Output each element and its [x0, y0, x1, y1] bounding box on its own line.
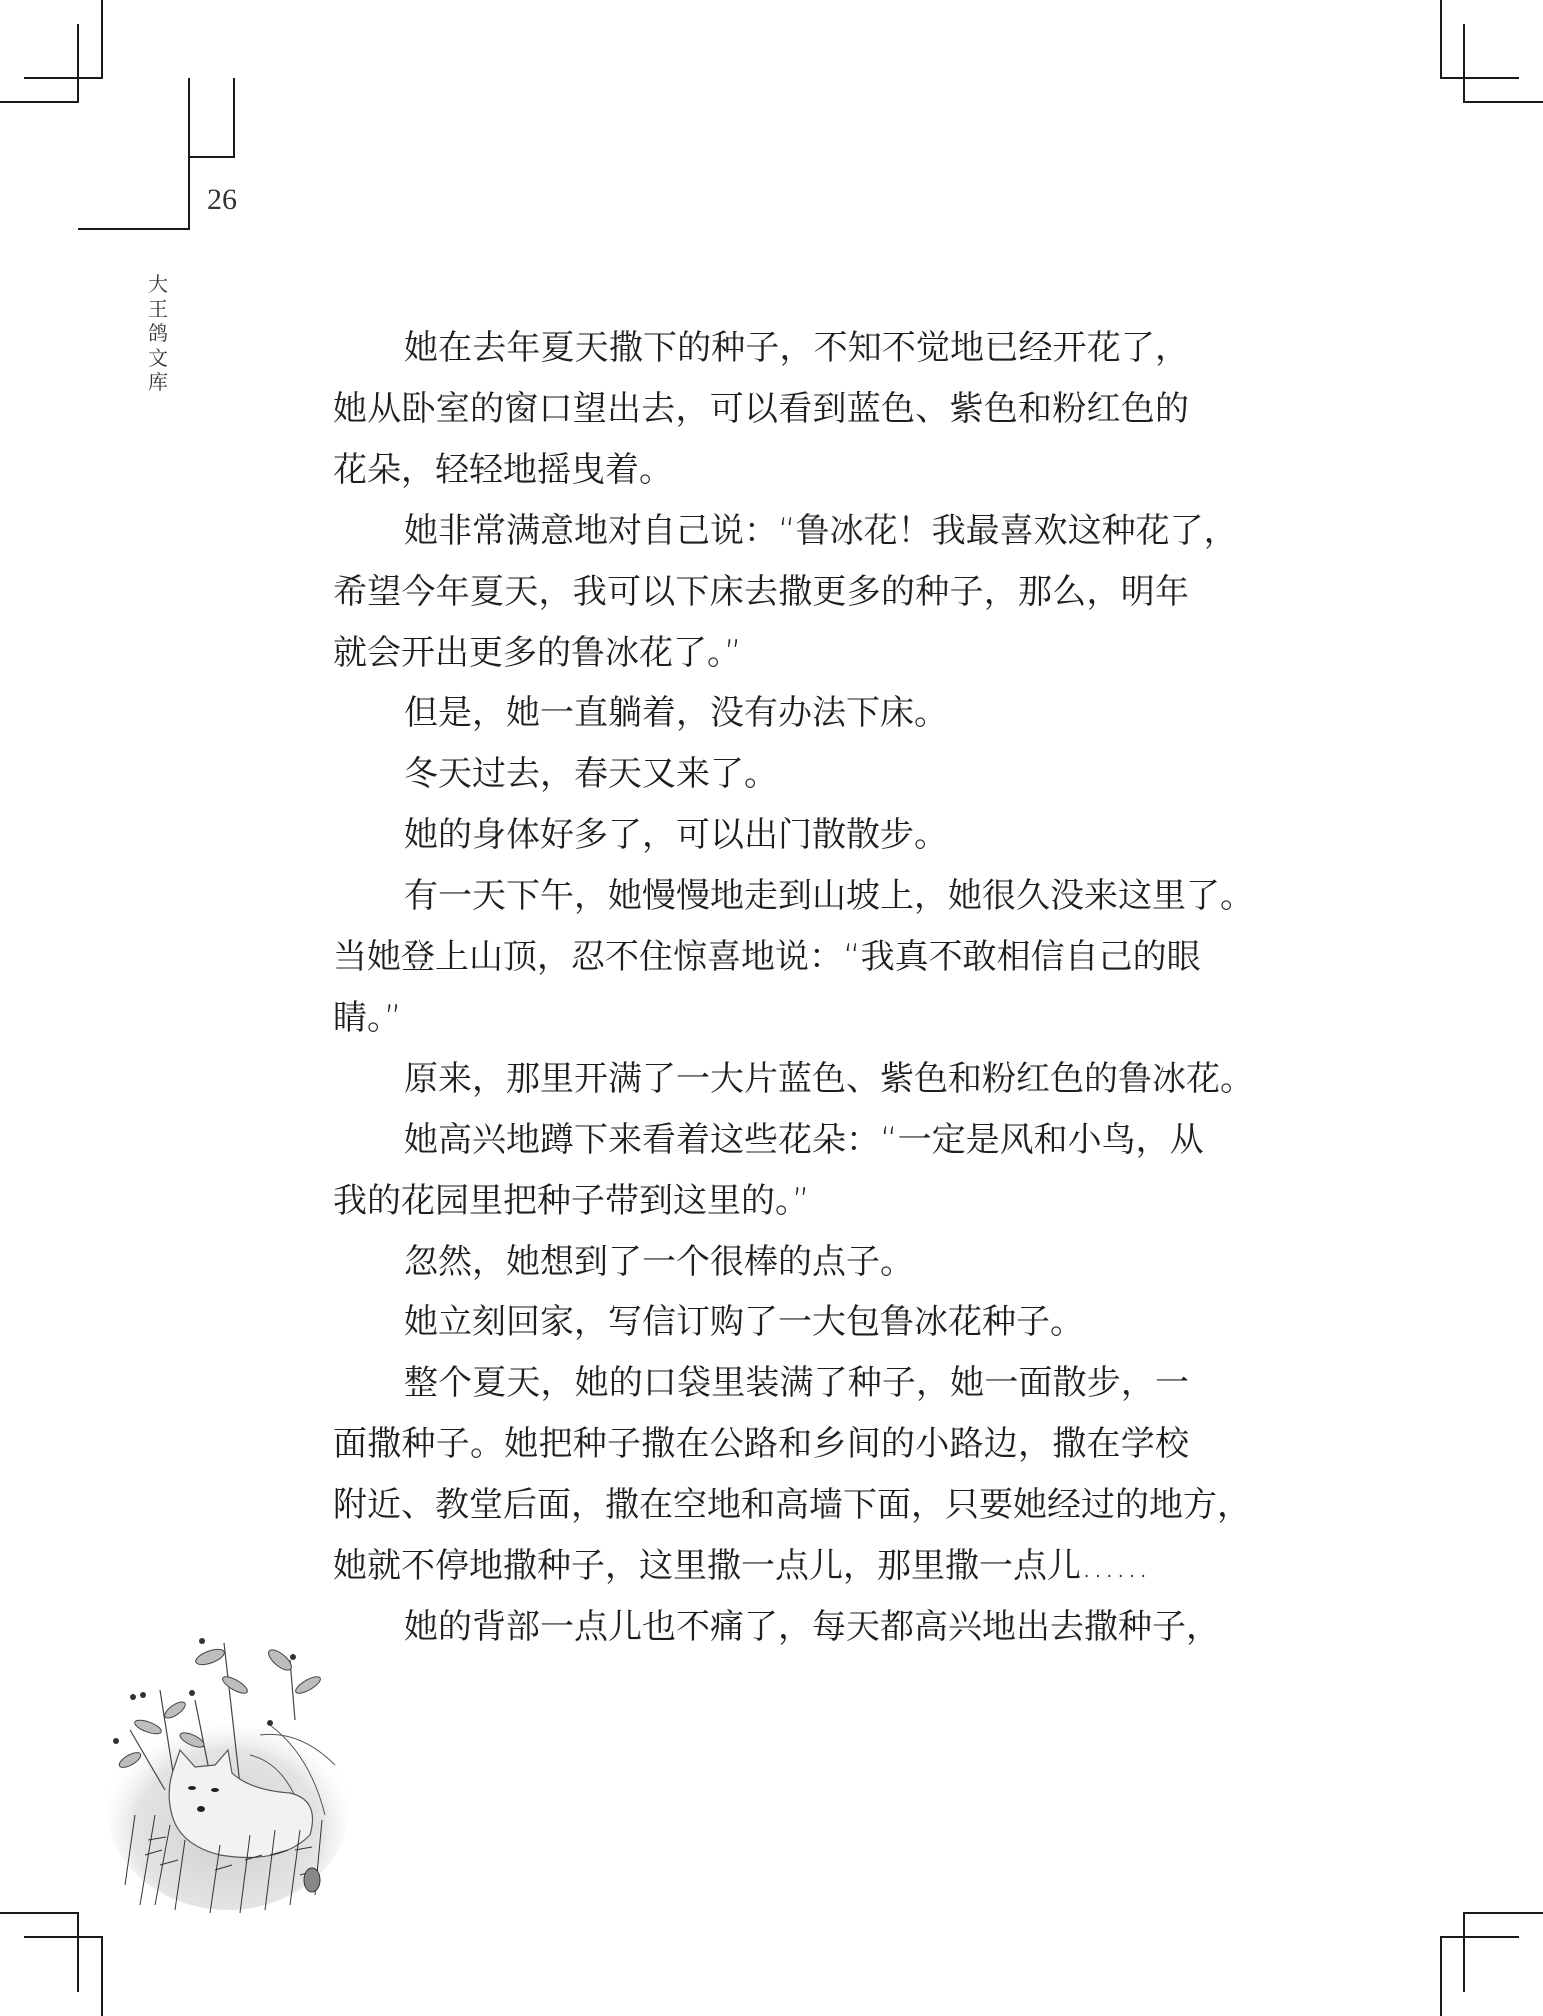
text-line: 她在去年夏天撒下的种子，不知不觉地已经开花了， — [404, 328, 1189, 368]
text-line: 当她登上山顶，忍不住惊喜地说：“我真不敢相信自己的眼 — [333, 937, 1201, 977]
page-number: 26 — [207, 183, 237, 216]
series-title-char: 王 — [148, 296, 168, 321]
crop-mark-line — [77, 1912, 79, 1992]
crop-mark-line — [0, 101, 79, 103]
series-title-char: 大 — [148, 272, 168, 296]
series-title-char: 鸽 — [148, 321, 168, 345]
crop-mark-line — [1463, 1912, 1465, 1992]
crop-mark-line — [101, 1936, 103, 2016]
text-line: 忽然，她想到了一个很棒的点子。 — [404, 1241, 914, 1282]
crop-mark-line — [77, 24, 79, 103]
text-line: 花朵，轻轻地摇曳着。 — [333, 449, 673, 490]
series-title-char: 库 — [148, 370, 168, 394]
crop-mark-line — [101, 0, 103, 79]
text-line: 她就不停地撒种子，这里撒一点儿，那里撒一点儿…… — [333, 1546, 1149, 1586]
crop-mark-line — [24, 77, 103, 79]
text-line: 原来，那里开满了一大片蓝色、紫色和粉红色的鲁冰花。 — [404, 1058, 1254, 1099]
series-title-char: 文 — [148, 345, 168, 370]
text-line: 她的身体好多了，可以出门散散步。 — [404, 815, 948, 856]
text-line: 她非常满意地对自己说：“鲁冰花！我最喜欢这种花了， — [404, 510, 1238, 551]
text-line: 我的花园里把种子带到这里的。” — [333, 1180, 810, 1221]
crop-mark-line — [1440, 1936, 1519, 1938]
crop-mark-line — [1463, 24, 1465, 103]
text-line: 她的背部一点儿也不痛了，每天都高兴地出去撒种子， — [404, 1606, 1220, 1647]
text-line: 睛。” — [333, 997, 402, 1038]
crop-mark-line — [1440, 1936, 1442, 2016]
bracket-line — [188, 156, 235, 158]
text-line: 她立刻回家，写信订购了一大包鲁冰花种子。 — [404, 1302, 1084, 1343]
fox-sketch-icon — [100, 1615, 355, 1915]
fox-illustration — [100, 1615, 355, 1915]
text-line: 冬天过去，春天又来了。 — [404, 754, 778, 795]
text-line: 就会开出更多的鲁冰花了。” — [333, 632, 742, 673]
text-line: 有一天下午，她慢慢地走到山坡上，她很久没来这里了。 — [404, 876, 1254, 917]
text-line: 整个夏天，她的口袋里装满了种子，她一面散步，一 — [404, 1363, 1189, 1404]
series-title-vertical — [146, 272, 170, 395]
bracket-line — [233, 78, 235, 158]
bracket-line — [188, 78, 190, 230]
text-line: 希望今年夏天，我可以下床去撒更多的种子，那么，明年 — [333, 571, 1189, 612]
crop-mark-line — [1463, 101, 1543, 103]
crop-mark-line — [1440, 77, 1519, 79]
bracket-line — [78, 228, 190, 230]
text-line: 但是，她一直躺着，没有办法下床。 — [404, 693, 948, 734]
crop-mark-line — [24, 1936, 103, 1938]
text-line: 附近、教堂后面，撒在空地和高墙下面，只要她经过的地方， — [333, 1485, 1251, 1526]
crop-mark-line — [1463, 1912, 1543, 1914]
text-line: 她从卧室的窗口望出去，可以看到蓝色、紫色和粉红色的 — [333, 388, 1189, 429]
crop-mark-line — [0, 1912, 79, 1914]
crop-mark-line — [1440, 0, 1442, 79]
text-line: 面撒种子。她把种子撒在公路和乡间的小路边，撒在学校 — [333, 1424, 1189, 1465]
text-line: 她高兴地蹲下来看着这些花朵：“一定是风和小鸟，从 — [404, 1119, 1204, 1160]
